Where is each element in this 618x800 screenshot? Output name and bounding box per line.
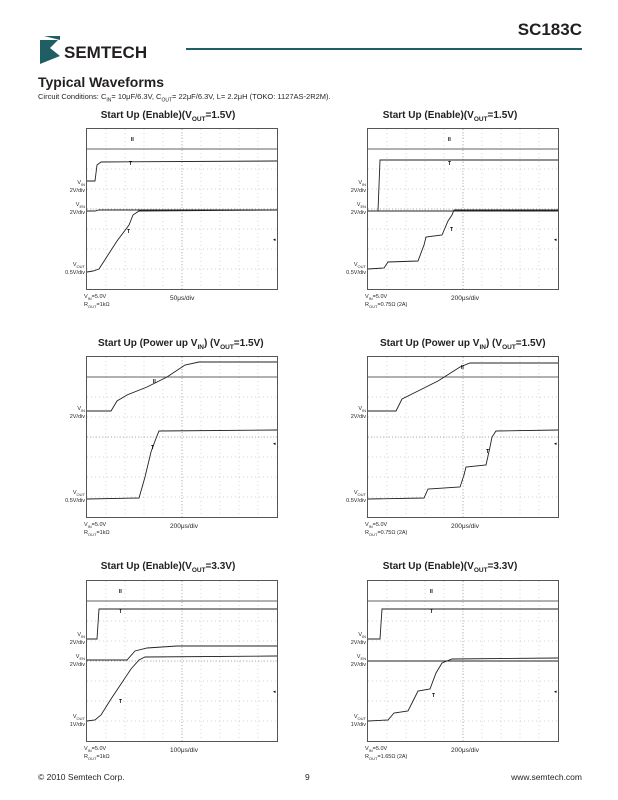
test-conditions: $V_{IN}=5.0V$ $R_{OUT}=0.75\Omega$ (2A)	[365, 522, 408, 538]
ch-vin-label: $V_{IN}$ 2V/div	[350, 180, 366, 195]
trigger-marker: II	[461, 365, 464, 371]
ch-ven-label: $V_{EN}$ 2V/div	[350, 654, 366, 669]
trigger-marker: T	[119, 699, 123, 705]
trace-vout	[368, 210, 558, 269]
trigger-marker: T	[430, 609, 434, 615]
test-conditions: $V_{IN}=5.0V$ $R_{OUT}=1k\Omega$	[84, 746, 110, 762]
test-conditions: $V_{IN}=5.0V$ $R_{OUT}=1k\Omega$	[84, 294, 110, 310]
footer-copyright: © 2010 Semtech Corp.	[38, 772, 125, 782]
timebase: 200μs/div	[451, 295, 479, 302]
trigger-marker: T	[432, 693, 436, 699]
trigger-marker: II	[119, 589, 122, 595]
test-conditions: $V_{IN}=5.0V$ $R_{OUT}=0.75\Omega$ (2A)	[365, 294, 408, 310]
timebase: 200μs/div	[451, 747, 479, 754]
circuit-conditions: Circuit Conditions: $C_{IN}= 10\mu F/6.3V$, $C_{OUT}= 22\mu F/6.3V$, L= 2.2μH (TOKO: 1127AS-2R2M).	[38, 92, 331, 104]
trigger-marker: T	[486, 449, 490, 455]
trigger-marker: T	[119, 609, 123, 615]
scope-screen	[367, 128, 559, 290]
logo-text: SEMTECH	[64, 43, 148, 62]
plot-title: Start Up $(Enable)(V_{OUT}=3.3V)$	[382, 561, 518, 574]
footer-page-number: 9	[305, 772, 310, 782]
section-title: Typical Waveforms	[38, 74, 165, 90]
plot-title: Start Up (Power up $V_{IN}$) $(V_{OUT}=1.5V)$	[380, 338, 546, 351]
ch-vout-label: $V_{OUT}$ 0.5V/div	[346, 262, 366, 277]
marker-arrow: ◂	[554, 237, 557, 243]
trigger-marker: T	[127, 229, 131, 235]
trigger-marker: II	[131, 137, 134, 143]
plot-title: Start Up $(Enable)(V_{OUT}=1.5V)$	[100, 110, 236, 123]
marker-arrow: ◂	[273, 441, 276, 447]
timebase: 100μs/div	[170, 747, 198, 754]
trigger-marker: II	[430, 589, 433, 595]
scope-screen	[86, 580, 278, 742]
marker-arrow: ◂	[273, 689, 276, 695]
trigger-marker: T	[450, 227, 454, 233]
trace-vout	[368, 430, 558, 499]
test-conditions: $V_{IN}=5.0V$ $R_{OUT}=1k\Omega$	[84, 522, 110, 538]
footer-url: www.semtech.com	[511, 772, 582, 782]
ch-vout-label: $V_{OUT}$ 1V/div	[69, 714, 85, 729]
ch-ven-label: $V_{EN}$ 2V/div	[69, 202, 85, 217]
part-number: SC183C	[517, 20, 582, 39]
scope-screen	[367, 356, 559, 518]
trigger-marker: T	[129, 161, 133, 167]
timebase: 50μs/div	[170, 295, 195, 302]
scope-screen	[86, 356, 278, 518]
trigger-marker: II	[448, 137, 451, 143]
semtech-logo	[38, 34, 188, 68]
ch-vin-label: $V_{IN}$ 2V/div	[69, 632, 85, 647]
scope-screen	[367, 580, 559, 742]
ch-ven-label: $V_{EN}$ 2V/div	[350, 202, 366, 217]
timebase: 200μs/div	[451, 523, 479, 530]
ch-vin-label: $V_{IN}$ 2V/div	[69, 180, 85, 195]
marker-arrow: ◂	[554, 689, 557, 695]
ch-ven-label: $V_{EN}$ 2V/div	[69, 654, 85, 669]
plot-title: Start Up $(Enable)(V_{OUT}=1.5V)$	[382, 110, 518, 123]
header-rule	[186, 48, 582, 50]
ch-vin-label: $V_{IN}$ 2V/div	[69, 406, 85, 421]
trigger-marker: II	[153, 379, 156, 385]
trigger-marker: T	[448, 161, 452, 167]
ch-vout-label: $V_{OUT}$ 1V/div	[350, 714, 366, 729]
ch-vout-label: $V_{OUT}$ 0.5V/div	[65, 490, 85, 505]
timebase: 200μs/div	[170, 523, 198, 530]
trigger-marker: T	[151, 445, 155, 451]
trace-vout	[87, 430, 277, 499]
plot-title: Start Up (Power up $V_{IN}$) $(V_{OUT}=1.5V)$	[98, 338, 264, 351]
test-conditions: $V_{IN}=5.0V$ $R_{OUT}=1.65\Omega$ (2A)	[365, 746, 408, 762]
ch-vout-label: $V_{OUT}$ 0.5V/div	[65, 262, 85, 277]
ch-vin-label: $V_{IN}$ 2V/div	[350, 406, 366, 421]
ch-vout-label: $V_{OUT}$ 0.5V/div	[346, 490, 366, 505]
marker-arrow: ◂	[554, 441, 557, 447]
marker-arrow: ◂	[273, 237, 276, 243]
plot-title: Start Up $(Enable)(V_{OUT}=3.3V)$	[100, 561, 236, 574]
ch-vin-label: $V_{IN}$ 2V/div	[350, 632, 366, 647]
scope-screen	[86, 128, 278, 290]
